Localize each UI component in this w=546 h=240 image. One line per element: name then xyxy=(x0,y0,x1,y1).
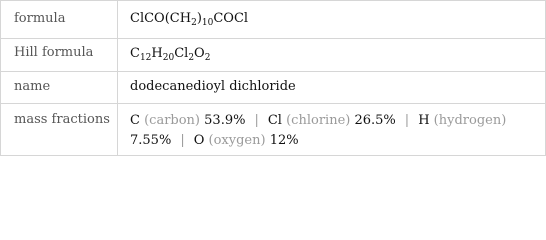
fraction-separator: | xyxy=(180,133,185,148)
fraction-carbon: C (carbon) 53.9% xyxy=(130,113,246,128)
name-value: dodecanedioyl dichloride xyxy=(130,79,296,94)
row-label-name: name xyxy=(14,79,51,94)
fraction-hydrogen-percent: 7.55% xyxy=(130,133,172,148)
row-label-formula: formula xyxy=(14,11,66,26)
fraction-separator: | xyxy=(404,113,410,128)
fraction-hydrogen: H (hydrogen) xyxy=(418,113,507,128)
table-row-mass-fractions xyxy=(1,103,545,156)
table-row-hill-formula xyxy=(1,38,545,72)
formula-value: $ClCO(CH_2)_{10}COCl$ xyxy=(130,11,249,28)
table-row-formula xyxy=(1,1,545,38)
table-row-name xyxy=(1,71,545,104)
mass-fractions-value xyxy=(130,111,530,151)
row-label-mass-fractions: mass fractions xyxy=(14,112,110,127)
row-label-hill-formula: Hill formula xyxy=(14,45,94,60)
hill-formula-value: $C_{12}H_{20}Cl_2O_2$ xyxy=(130,46,211,63)
fraction-separator: | xyxy=(254,113,259,128)
fraction-oxygen: O (oxygen) 12% xyxy=(193,133,299,148)
fraction-chlorine: Cl (chlorine) 26.5% xyxy=(267,113,396,128)
